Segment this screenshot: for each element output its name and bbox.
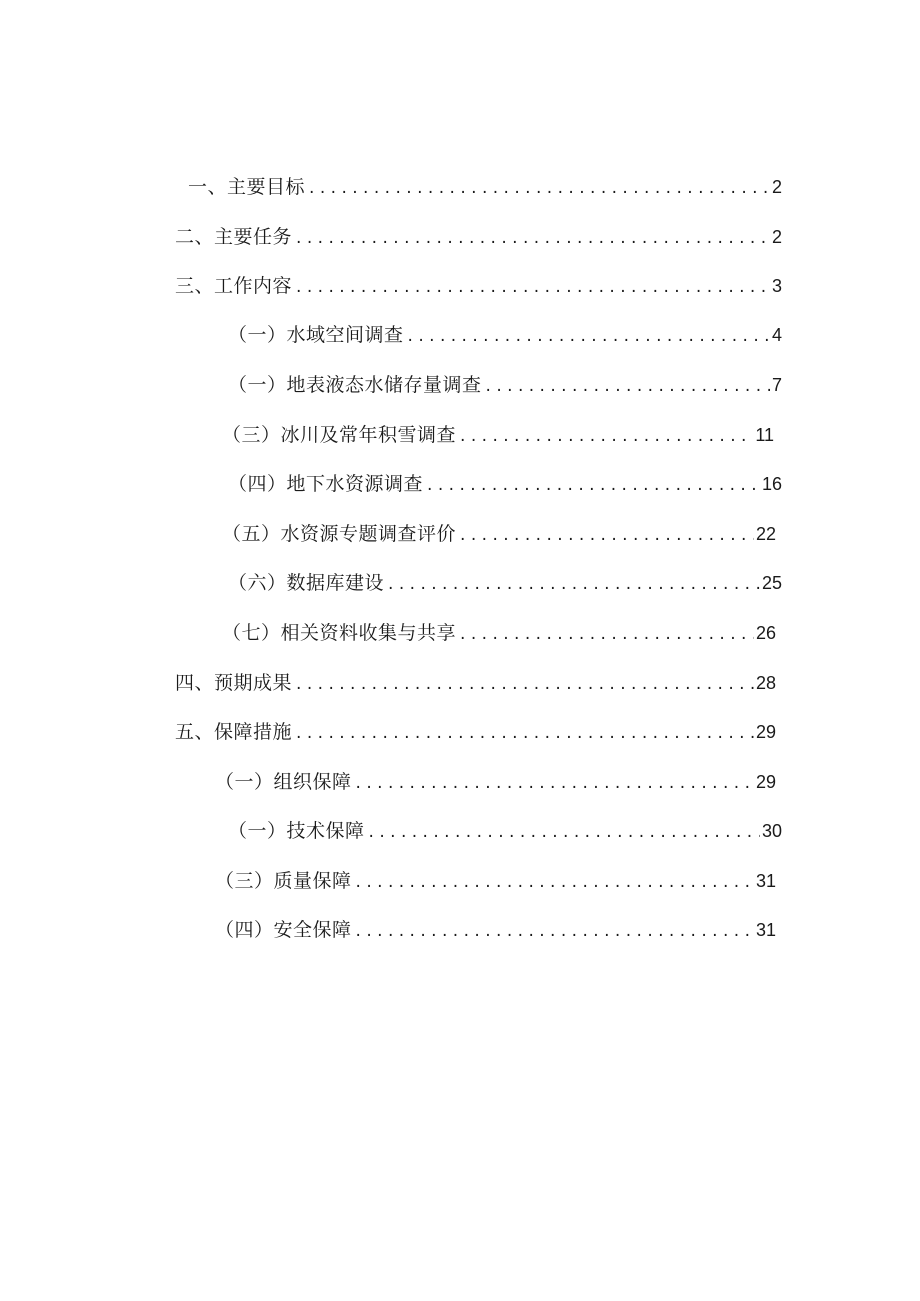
toc-entry-label: （七）相关资料收集与共享 (222, 622, 457, 644)
toc-entry-page: 31 (755, 920, 776, 940)
toc-leader-dots (356, 768, 754, 798)
toc-entry-label: （一）技术保障 (228, 820, 365, 842)
toc-entry[interactable] (228, 469, 782, 499)
toc-entry-page: 28 (755, 673, 776, 693)
toc-entry-label: 三、工作内容 (175, 275, 293, 297)
toc-leader-dots (486, 371, 770, 401)
toc-entry-label: （三）冰川及常年积雪调查 (222, 424, 457, 446)
toc-entry-page: 30 (761, 821, 782, 841)
toc-entry-page: 16 (761, 474, 782, 494)
toc-entry-page: 2 (771, 177, 782, 197)
toc-entry[interactable] (175, 668, 776, 698)
toc-leader-dots (427, 470, 760, 500)
toc-leader-dots (309, 173, 770, 203)
toc-leader-dots (460, 619, 754, 649)
toc-entry-label: 一、主要目标 (188, 176, 306, 198)
toc-entry-page: 29 (755, 772, 776, 792)
toc-leader-dots (388, 569, 760, 599)
toc-entry-label: 五、保障措施 (175, 721, 293, 743)
toc-entry-page: 7 (771, 375, 782, 395)
toc-entry-label: 四、预期成果 (175, 672, 293, 694)
toc-entry-page: 3 (771, 276, 782, 296)
toc-entry-label: 二、主要任务 (175, 226, 293, 248)
toc-entry[interactable] (215, 915, 776, 945)
toc-entry[interactable] (222, 420, 774, 450)
toc-entry[interactable] (188, 172, 782, 202)
toc-entry-label: （一）地表液态水储存量调查 (228, 374, 482, 396)
toc-entry-label: （一）组织保障 (215, 771, 352, 793)
toc-leader-dots (356, 867, 754, 897)
toc-entry-page: 11 (755, 425, 774, 445)
toc-leader-dots (460, 520, 754, 550)
toc-leader-dots (296, 223, 770, 253)
toc-entry-page: 26 (755, 623, 776, 643)
toc-entry-label: （一）水域空间调查 (228, 324, 404, 346)
toc-entry-label: （三）质量保障 (215, 870, 352, 892)
toc-entry[interactable] (175, 222, 782, 252)
toc-leader-dots (356, 916, 754, 946)
toc-entry[interactable] (175, 271, 782, 301)
toc-entry[interactable] (222, 519, 776, 549)
toc-entry[interactable] (175, 717, 776, 747)
toc-entry[interactable] (228, 320, 782, 350)
toc-entry-page: 4 (771, 325, 782, 345)
toc-entry[interactable] (228, 568, 782, 598)
toc-entry-page: 2 (771, 227, 782, 247)
toc-entry-label: （五）水资源专题调查评价 (222, 523, 457, 545)
toc-leader-dots (296, 718, 754, 748)
toc-leader-dots (460, 421, 753, 451)
toc-entry-page: 31 (755, 871, 776, 891)
toc-entry[interactable] (228, 370, 782, 400)
toc-leader-dots (369, 817, 760, 847)
toc-entry[interactable] (215, 866, 776, 896)
toc-leader-dots (408, 321, 770, 351)
toc-entry-page: 29 (755, 722, 776, 742)
toc-leader-dots (296, 669, 754, 699)
toc-leader-dots (296, 272, 770, 302)
toc-entry-label: （四）地下水资源调查 (228, 473, 424, 495)
toc-entry[interactable] (228, 816, 782, 846)
toc-entry[interactable] (222, 618, 776, 648)
toc-entry-page: 25 (761, 573, 782, 593)
toc-entry[interactable] (215, 767, 776, 797)
toc-entry-label: （六）数据库建设 (228, 572, 385, 594)
toc-entry-page: 22 (755, 524, 776, 544)
toc-entry-label: （四）安全保障 (215, 919, 352, 941)
